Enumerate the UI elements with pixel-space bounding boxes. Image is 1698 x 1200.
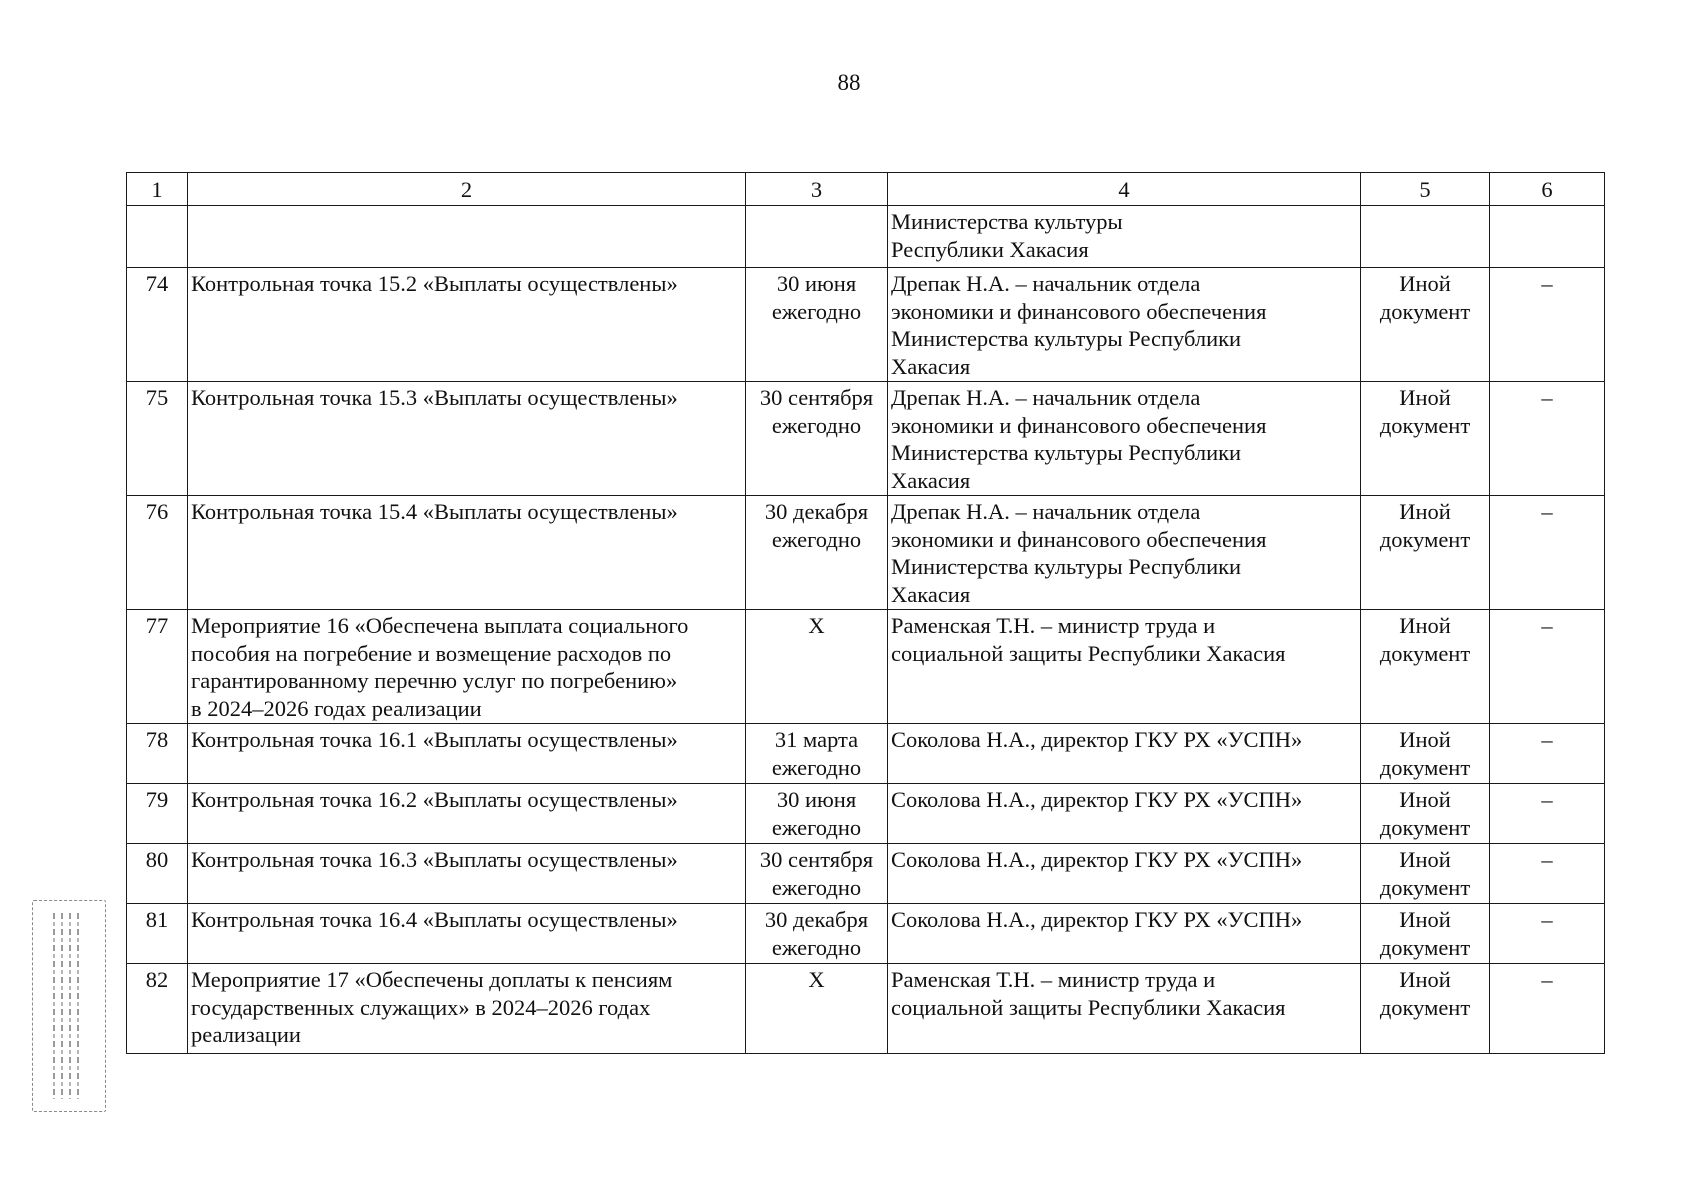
row-name: [188, 206, 746, 268]
row-mark: –: [1490, 904, 1605, 964]
row-mark: –: [1490, 496, 1605, 610]
row-responsible: Дрепак Н.А. – начальник отдела экономики и финансового обеспечения Министерства культуры Республики Хакасия: [888, 382, 1361, 496]
row-name: Контрольная точка 16.3 «Выплаты осуществлены»: [188, 844, 746, 904]
row-name: Мероприятие 16 «Обеспечена выплата социального пособия на погребение и возмещение расходов по гарантированному перечню услуг по погребению» в 2024–2026 годах реализации: [188, 610, 746, 724]
row-name: Контрольная точка 15.4 «Выплаты осуществлены»: [188, 496, 746, 610]
table-row: [127, 206, 1605, 268]
row-responsible: Министерства культуры Республики Хакасия: [888, 206, 1361, 268]
page-number: 88: [837, 70, 861, 95]
row-mark: –: [1490, 268, 1605, 382]
row-responsible: Раменская Т.Н. – министр труда и социальной защиты Республики Хакасия: [888, 964, 1361, 1054]
row-mark: –: [1490, 964, 1605, 1054]
row-responsible: Раменская Т.Н. – министр труда и социальной защиты Республики Хакасия: [888, 610, 1361, 724]
row-term: Х: [746, 610, 888, 724]
row-number: 75: [127, 382, 188, 496]
row-term: 30 июня ежегодно: [746, 784, 888, 844]
row-responsible: Соколова Н.А., директор ГКУ РХ «УСПН»: [888, 844, 1361, 904]
row-mark: –: [1490, 610, 1605, 724]
control-points-table: [126, 172, 1605, 1054]
row-responsible: Соколова Н.А., директор ГКУ РХ «УСПН»: [888, 784, 1361, 844]
row-name: Контрольная точка 16.4 «Выплаты осуществлены»: [188, 904, 746, 964]
row-number: 82: [127, 964, 188, 1054]
table-row: [127, 784, 1605, 844]
column-header-2: 2: [188, 173, 746, 206]
row-name: Контрольная точка 16.1 «Выплаты осуществлены»: [188, 724, 746, 784]
row-number: 80: [127, 844, 188, 904]
row-responsible: Дрепак Н.А. – начальник отдела экономики и финансового обеспечения Министерства культуры Республики Хакасия: [888, 268, 1361, 382]
row-document-type: Иной документ: [1361, 382, 1490, 496]
row-document-type: [1361, 206, 1490, 268]
row-number: 79: [127, 784, 188, 844]
table-row: [127, 844, 1605, 904]
row-name: Контрольная точка 15.2 «Выплаты осуществлены»: [188, 268, 746, 382]
row-term: 30 декабря ежегодно: [746, 496, 888, 610]
table-row: [127, 610, 1605, 724]
table-row: [127, 724, 1605, 784]
row-number: 77: [127, 610, 188, 724]
row-document-type: Иной документ: [1361, 784, 1490, 844]
row-term: 31 марта ежегодно: [746, 724, 888, 784]
table-body: [127, 206, 1605, 1054]
table-row: [127, 904, 1605, 964]
row-document-type: Иной документ: [1361, 964, 1490, 1054]
row-document-type: Иной документ: [1361, 724, 1490, 784]
row-document-type: Иной документ: [1361, 844, 1490, 904]
side-stamp: [32, 900, 106, 1112]
row-document-type: Иной документ: [1361, 904, 1490, 964]
row-mark: [1490, 206, 1605, 268]
row-number: 76: [127, 496, 188, 610]
row-term: 30 сентября ежегодно: [746, 844, 888, 904]
row-term: 30 декабря ежегодно: [746, 904, 888, 964]
row-responsible: Соколова Н.А., директор ГКУ РХ «УСПН»: [888, 724, 1361, 784]
row-mark: –: [1490, 784, 1605, 844]
row-responsible: Дрепак Н.А. – начальник отдела экономики и финансового обеспечения Министерства культуры Республики Хакасия: [888, 496, 1361, 610]
column-header-6: 6: [1490, 173, 1605, 206]
row-number: 74: [127, 268, 188, 382]
row-mark: –: [1490, 382, 1605, 496]
row-document-type: Иной документ: [1361, 496, 1490, 610]
row-responsible: Соколова Н.А., директор ГКУ РХ «УСПН»: [888, 904, 1361, 964]
row-name: Контрольная точка 15.3 «Выплаты осуществлены»: [188, 382, 746, 496]
row-term: 30 сентября ежегодно: [746, 382, 888, 496]
table-header-row: [127, 173, 1605, 206]
row-document-type: Иной документ: [1361, 610, 1490, 724]
column-header-1: 1: [127, 173, 188, 206]
table-row: [127, 382, 1605, 496]
row-name: Мероприятие 17 «Обеспечены доплаты к пенсиям государственных служащих» в 2024–2026 годах реализации: [188, 964, 746, 1054]
table-row: [127, 268, 1605, 382]
row-number: 78: [127, 724, 188, 784]
table-row: [127, 496, 1605, 610]
row-term: Х: [746, 964, 888, 1054]
row-number: 81: [127, 904, 188, 964]
column-header-3: 3: [746, 173, 888, 206]
column-header-4: 4: [888, 173, 1361, 206]
row-term: [746, 206, 888, 268]
table-row: [127, 964, 1605, 1054]
row-mark: –: [1490, 844, 1605, 904]
row-mark: –: [1490, 724, 1605, 784]
row-document-type: Иной документ: [1361, 268, 1490, 382]
column-header-5: 5: [1361, 173, 1490, 206]
row-name: Контрольная точка 16.2 «Выплаты осуществлены»: [188, 784, 746, 844]
row-number: [127, 206, 188, 268]
row-term: 30 июня ежегодно: [746, 268, 888, 382]
